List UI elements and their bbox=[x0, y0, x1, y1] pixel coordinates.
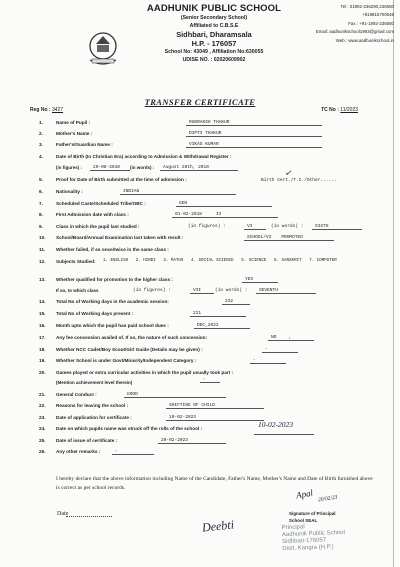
row-label: Mother's Name : bbox=[56, 131, 93, 136]
row-label: Total No of Working days in the academic session: bbox=[56, 299, 169, 304]
row-num: 23. bbox=[39, 415, 46, 420]
mother-name-value: DIPTI THAKUR bbox=[186, 131, 322, 137]
subjects-list bbox=[100, 259, 340, 263]
row-label: Date of application for certificate : bbox=[56, 415, 132, 420]
working-days-value: 232 bbox=[222, 299, 250, 305]
tc-value: 11/2023 bbox=[340, 107, 358, 113]
row-label: Date of Birth (In Christian Era) according to Admission & Withdrawal Register : bbox=[56, 154, 232, 159]
row-num: 14. bbox=[39, 299, 46, 304]
remarks-value: - bbox=[112, 449, 154, 455]
pupil-name-value: RUDRAKSH THAKUR bbox=[186, 120, 322, 126]
row-num: 15. bbox=[39, 311, 46, 316]
dob-fig-label: (in figures) : bbox=[56, 165, 82, 170]
category-value: GEN bbox=[176, 201, 272, 207]
row-num: 24. bbox=[39, 426, 46, 431]
row-label: Class in which the pupil last studied : bbox=[56, 224, 140, 229]
row-label: Reasons for leaving the school : bbox=[56, 403, 129, 408]
subject-item: 3. MATHS bbox=[163, 259, 184, 263]
signature-label: Signature of Principal bbox=[289, 511, 336, 516]
mobile: +919816700548 bbox=[362, 12, 394, 18]
row-num: 18. bbox=[39, 347, 46, 352]
seal-label: School SEAL bbox=[289, 518, 318, 523]
exam-name: SCHOOL/VI bbox=[247, 235, 272, 240]
row-num: 9. bbox=[39, 224, 43, 229]
row-label: Any fee concession availed of. If so, the nature of such concession: bbox=[56, 335, 208, 340]
principal-signature-date: 20/02/23 bbox=[317, 494, 338, 504]
fee-concession-comma: , bbox=[288, 335, 292, 340]
row-num: 2. bbox=[39, 131, 43, 136]
date-label: Date bbox=[57, 511, 69, 517]
handwritten-tick: ✓ bbox=[284, 167, 294, 179]
row-label: Month upto which the pupil has paid school dues : bbox=[56, 323, 169, 328]
principal-signature-block bbox=[289, 510, 336, 524]
row-num: 8. bbox=[39, 212, 43, 217]
row-label: School/Board/Annual Examination last taken with result : bbox=[56, 235, 184, 240]
row-label: Subjects Studied: bbox=[56, 259, 96, 264]
row-num: 17. bbox=[39, 335, 46, 340]
row-num: 21. bbox=[39, 392, 46, 397]
stamp-line: Sidhbari-176057 bbox=[282, 537, 327, 546]
father-name-value: VIKAS KUMAR bbox=[186, 142, 322, 148]
reg-no bbox=[30, 107, 63, 113]
class-words-value: SIXTH bbox=[312, 224, 362, 230]
tc-label: TC No : bbox=[321, 107, 339, 113]
struck-off-date-handwritten: 10-02-2023 bbox=[258, 420, 293, 429]
row-num: 22. bbox=[39, 403, 46, 408]
row-num: 10. bbox=[39, 235, 46, 240]
tc-no bbox=[321, 107, 358, 113]
email: Email: aadhunikschool1993@gmail.com bbox=[315, 29, 394, 35]
affiliation: Affiliated to C.B.S.E bbox=[189, 23, 239, 29]
promo-words-value: SEVENTH bbox=[256, 288, 316, 294]
dob-proof-value: Birth Cert./T.C./Other...... bbox=[261, 178, 337, 183]
subject-item: 4. SOCIAL SCIENCE bbox=[191, 259, 234, 263]
nationality-value: INDIAN bbox=[120, 189, 236, 195]
declaration-text: I hereby declare that the above information including Name of the Candidate, Father's Name, Mother's Name and Date of Birth furnished above is correct as per school records. bbox=[56, 476, 373, 491]
row-num: 1. bbox=[39, 120, 43, 125]
reason-value: SHIFTING OF CHILD bbox=[166, 403, 264, 409]
row-label: Whether School is under Govt/Minority/Independent Category : bbox=[56, 358, 197, 363]
promotion-value: YES bbox=[242, 277, 278, 283]
exam-result-value bbox=[244, 235, 334, 241]
fax: Fax : +91-1892-236550 bbox=[348, 20, 394, 26]
subject-item: 6. SANSKRIT bbox=[273, 259, 302, 263]
row-label: Any other remarks : bbox=[56, 449, 101, 454]
row-num: 7. bbox=[39, 201, 43, 206]
school-name: AADHUNIK PUBLIC SCHOOL bbox=[146, 3, 282, 14]
row-label: Scheduled Caste/Scheduled Tribe/OBC : bbox=[56, 201, 146, 206]
school-logo bbox=[86, 30, 120, 68]
promo-fig-label: (in figures) : bbox=[133, 288, 171, 293]
promo-fig-value: VII bbox=[190, 288, 214, 294]
row-num: 13. bbox=[39, 277, 46, 282]
row-num: 3. bbox=[39, 142, 43, 147]
row-label: Whether NCC Cadet/Boy Scout/Girl Guide (Details may be given) : bbox=[56, 347, 203, 352]
certificate-title: TRANSFER CERTIFICATE bbox=[144, 97, 256, 107]
principal-signature: Apal bbox=[295, 487, 314, 501]
row-label: Proof for Date of Birth submitted at the time of admission : bbox=[56, 177, 187, 182]
achievement-label: (Mention achievement level therein) bbox=[56, 380, 133, 385]
row-num: 11. bbox=[39, 247, 46, 252]
admission-date-value bbox=[172, 212, 278, 218]
row-label: Nationality : bbox=[56, 189, 83, 194]
row-label: Date of issue of certificate : bbox=[56, 438, 118, 443]
fee-concession: NO bbox=[271, 335, 277, 340]
dob-words-value: August 20th, 2010 bbox=[160, 165, 238, 171]
page-edge-line bbox=[393, 0, 394, 567]
hp-pin: H.P. - 176057 bbox=[191, 39, 237, 48]
school-no: School No: 43049 , Affiliation No:630055 bbox=[164, 49, 264, 55]
admission-date: 01-02-2018 bbox=[175, 212, 203, 217]
fee-concession-value bbox=[268, 335, 314, 341]
reg-value: 3427 bbox=[51, 107, 64, 113]
games-value: - bbox=[200, 377, 220, 383]
subject-item: 2. HINDI bbox=[135, 259, 156, 263]
row-label: Whether qualified for promotion to the higher class : bbox=[56, 277, 173, 282]
row-num: 6. bbox=[39, 189, 43, 194]
row-label: Date on which pupils name was struck off the rolls of the school : bbox=[56, 426, 203, 431]
promo-words-label: (in words) : bbox=[215, 288, 248, 293]
row-num: 19. bbox=[39, 358, 46, 363]
row-label: First Admission date with class : bbox=[56, 212, 129, 217]
row-label: Name of Pupil : bbox=[56, 120, 91, 125]
school-stamp bbox=[282, 523, 346, 553]
subject-item: 7. COMPUTER bbox=[309, 259, 337, 263]
application-date-value: 10-02-2023 bbox=[166, 415, 264, 421]
dob-fig-value: 20-08-2010 bbox=[90, 165, 130, 171]
school-category-value: - bbox=[250, 358, 286, 364]
date-dotted-line bbox=[66, 516, 112, 517]
contact-block bbox=[286, 3, 394, 45]
udise-no: UDISE NO. : 02020609902 bbox=[182, 57, 246, 63]
stamp-line: Principal bbox=[281, 524, 305, 532]
dues-value: DEC,2022 bbox=[194, 323, 250, 329]
stamp-line: Aadhunik Public School bbox=[281, 529, 345, 539]
issue-date-value: 20-02-2023 bbox=[158, 438, 226, 444]
row-num: 12. bbox=[39, 259, 46, 264]
ncc-value: - bbox=[262, 347, 298, 353]
exam-result: PROMOTED bbox=[281, 235, 303, 240]
school-header bbox=[140, 3, 288, 64]
row-num: 5. bbox=[39, 177, 43, 182]
row-label: Father's/Guardian Name : bbox=[56, 142, 113, 147]
parent-signature: Deebti bbox=[201, 517, 235, 535]
reg-label: Reg No : bbox=[30, 107, 51, 113]
dob-words-label: (in words) : bbox=[130, 165, 155, 170]
row-num: 16. bbox=[39, 323, 46, 328]
row-label: Total No of Working days present : bbox=[56, 311, 134, 316]
row-num: 20. bbox=[39, 370, 46, 375]
row-num: 26. bbox=[39, 449, 46, 454]
row-label: Whether failed, if so once/twice in the same class : bbox=[56, 247, 169, 252]
class-fig-value: VI bbox=[244, 224, 266, 230]
row-num: 25. bbox=[39, 438, 46, 443]
row-label: Games played or extra curricular activities in which the pupil usually took part : bbox=[56, 370, 234, 375]
class-words-label: (in words) : bbox=[271, 224, 304, 229]
school-type: (Senior Secondary School) bbox=[180, 15, 248, 21]
admission-class: II bbox=[216, 212, 222, 217]
tel: Tel : 01892-236290,236550 bbox=[340, 4, 394, 9]
subject-item: 5. SCIENCE bbox=[241, 259, 267, 263]
subject-item: 1. ENGLISH bbox=[103, 259, 129, 263]
row-label: General Conduct : bbox=[56, 392, 97, 397]
stamp-line: Distt. Kangra (H.P.) bbox=[282, 544, 334, 553]
class-fig-label: (in figures) : bbox=[188, 224, 226, 229]
row-num: 4. bbox=[39, 154, 43, 159]
promotion-class-label: If so, to which class bbox=[56, 288, 99, 293]
conduct-value: GOOD bbox=[124, 392, 226, 398]
struck-off-date-line bbox=[254, 429, 314, 435]
website: Web : www.aadhunikschool.in bbox=[335, 37, 394, 43]
days-present-value: 221 bbox=[190, 311, 246, 317]
address: Sidhbari, Dharamsala bbox=[176, 30, 252, 39]
